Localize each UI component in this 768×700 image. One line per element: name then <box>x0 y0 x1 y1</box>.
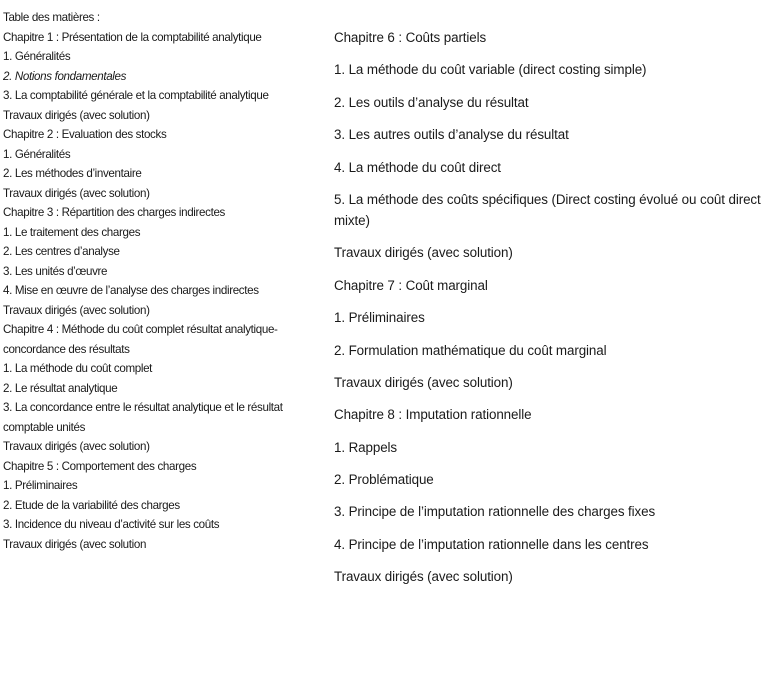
toc-item: 2. Etude de la variabilité des charges <box>3 498 180 512</box>
toc-item: 1. Généralités <box>3 147 71 161</box>
chapter-6-title: Chapitre 6 : Coûts partiels <box>334 30 487 45</box>
toc-item: 1. Préliminaires <box>334 310 425 326</box>
toc-item: 2. Formulation mathématique du coût marginal <box>334 342 607 358</box>
toc-item-exercises: Travaux dirigés (avec solution) <box>334 569 513 585</box>
toc-item: 1. Le traitement des charges <box>3 225 141 239</box>
toc-item: 4. Principe de l’imputation rationnelle dans les centres <box>334 536 649 552</box>
toc-item-exercises: Travaux dirigés (avec solution) <box>3 440 150 453</box>
toc-item: 2. Les centres d’analyse <box>3 245 120 258</box>
toc-item: 3. Principe de l’imputation rationnelle des charges fixes <box>334 504 656 520</box>
toc-item: 2. Notions fondamentales <box>3 69 127 83</box>
toc-item: 1. Rappels <box>334 439 398 455</box>
toc-item-exercises: Travaux dirigés (avec solution) <box>3 303 150 317</box>
toc-item-exercises: Travaux dirigés (avec solution) <box>3 108 150 122</box>
toc-item: 3. La comptabilité générale et la comptabilité analytique <box>3 89 269 102</box>
toc-item-exercises: Travaux dirigés (avec solution) <box>334 374 513 390</box>
toc-item: 2. Les méthodes d’inventaire <box>3 167 142 180</box>
toc-item: 4. Mise en œuvre de l’analyse des charges indirectes <box>3 284 259 297</box>
toc-right-column <box>334 27 766 599</box>
toc-item: 2. Les outils d’analyse du résultat <box>334 94 529 110</box>
chapter-7-title: Chapitre 7 : Coût marginal <box>334 277 488 293</box>
toc-item: 5. La méthode des coûts spécifiques (Direct costing évolué ou coût direct mixte) <box>334 191 761 228</box>
toc-item: 3. La concordance entre le résultat analytique et le résultat comptable unités <box>3 401 283 434</box>
toc-item-exercises: Travaux dirigés (avec solution) <box>334 245 513 261</box>
toc-item: 1. Préliminaires <box>3 479 78 492</box>
toc-item: 3. Les autres outils d’analyse du résultat <box>334 127 569 143</box>
toc-left-column <box>3 8 323 554</box>
chapter-4-title: Chapitre 4 : Méthode du coût complet résultat analytique-concordance des résultats <box>3 323 278 356</box>
toc-item: 1. La méthode du coût complet <box>3 362 153 375</box>
toc-item: 1. La méthode du coût variable (direct costing simple) <box>334 62 647 78</box>
toc-item: 2. Le résultat analytique <box>3 381 118 395</box>
chapter-3-title: Chapitre 3 : Répartition des charges indirectes <box>3 206 225 219</box>
toc-item: 4. La méthode du coût direct <box>334 159 501 175</box>
toc-heading: Table des matières : <box>3 11 100 24</box>
chapter-5-title: Chapitre 5 : Comportement des charges <box>3 459 197 473</box>
chapter-1-title: Chapitre 1 : Présentation de la comptabilité analytique <box>3 30 262 44</box>
toc-item: 3. Les unités d’œuvre <box>3 264 108 278</box>
toc-item-exercises: Travaux dirigés (avec solution <box>3 537 147 551</box>
toc-item: 2. Problématique <box>334 472 434 488</box>
chapter-2-title: Chapitre 2 : Evaluation des stocks <box>3 128 167 141</box>
toc-item-exercises: Travaux dirigés (avec solution) <box>3 186 150 200</box>
chapter-8-title: Chapitre 8 : Imputation rationnelle <box>334 407 532 423</box>
toc-item: 3. Incidence du niveau d’activité sur les coûts <box>3 518 220 531</box>
toc-item: 1. Généralités <box>3 50 71 63</box>
